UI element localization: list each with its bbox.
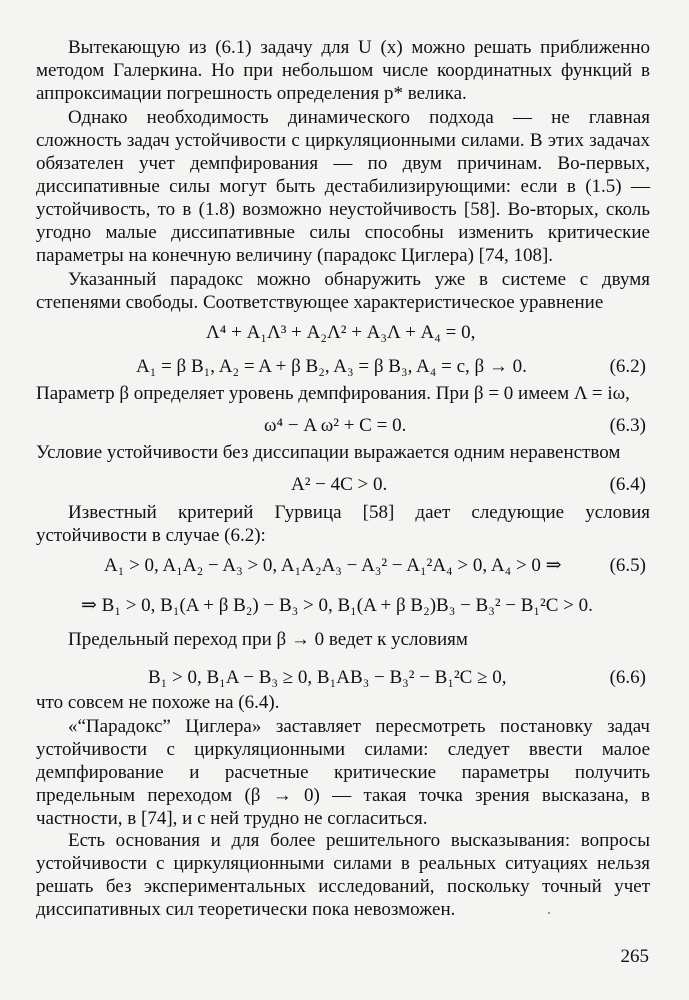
equation-6-5-continued-text: ⇒ B₁ > 0, B₁(A + β B₂) − B₃ > 0, B₁(A + β B₂)B₃ − B₃² − B₁²C > 0. <box>81 595 593 616</box>
paragraph-beta: Параметр β определяет уровень демпфирования. При β = 0 имеем Λ = iω, <box>36 383 630 404</box>
paragraph-dissipation: Однако необходимость динамического подхода — не главная сложность задач устойчивости с циркуляционными силами. В этих задачах обязателен учет демпфирования — по двум причинам. Во-первых, диссипативные силы могут быть дестабилизирующими: если в (1.5) — устойчивость, то в (1.8) возможно неустойчивость [58]. Во-вторых, сколь угодно малые диссипативные силы способны изменить критические параметры на конечную величину (парадокс Циглера) [74, 108]. <box>36 107 650 266</box>
equation-characteristic <box>36 321 650 345</box>
equation-6-6-text: B₁ > 0, B₁A − B₃ ≥ 0, B₁AB₃ − B₃² − B₁²C ≥ 0, <box>148 667 507 688</box>
equation-number-6-3: (6.3) <box>609 415 646 436</box>
equation-6-5-continued <box>36 594 650 618</box>
equation-6-2-text: A₁ = β B₁, A₂ = A + β B₂, A₃ = β B₃, A₄ = c, β → 0. <box>136 356 527 377</box>
equation-6-3 <box>36 414 650 438</box>
paragraph-hurwitz: Известный критерий Гурвица [58] дает следующие условия устойчивости в случае (6.2): <box>36 502 650 546</box>
equation-number-6-5: (6.5) <box>609 555 646 576</box>
equation-6-2 <box>36 355 650 379</box>
page-number: 265 <box>620 946 649 967</box>
equation-6-3-text: ω⁴ − A ω² + C = 0. <box>264 415 407 436</box>
equation-number-6-6: (6.6) <box>609 667 646 688</box>
paragraph-conclusion: Есть основания и для более решительного высказывания: вопросы устойчивости с циркуляционными силами в реальных ситуациях нельзя решать без экспериментальных исследований, поскольку точный учет диссипативных сил теоретически пока невозможен. <box>36 830 650 920</box>
paragraph-paradox-intro: Указанный парадокс можно обнаружить уже в системе с двумя степенями свободы. Соответствующее характеристическое уравнение <box>36 269 650 313</box>
paragraph-galerkin: Вытекающую из (6.1) задачу для U (x) можно решать приближенно методом Галеркина. Но при небольшом числе координатных функций в аппроксимации погрешность определения p* велика. <box>36 37 650 104</box>
paragraph-limit: Предельный переход при β → 0 ведет к условиям <box>68 629 468 650</box>
equation-6-4-text: A² − 4C > 0. <box>291 474 388 495</box>
equation-number-6-4: (6.4) <box>609 474 646 495</box>
equation-characteristic-text: Λ⁴ + A₁Λ³ + A₂Λ² + A₃Λ + A₄ = 0, <box>206 322 476 343</box>
scan-speck <box>548 912 550 914</box>
equation-6-5-text: A₁ > 0, A₁A₂ − A₃ > 0, A₁A₂A₃ − A₃² − A₁²A₄ > 0, A₄ > 0 ⇒ <box>104 555 562 576</box>
equation-6-4 <box>36 473 650 497</box>
equation-6-6 <box>36 666 650 690</box>
paragraph-stability-condition: Условие устойчивости без диссипации выражается одним неравенством <box>36 442 621 463</box>
paragraph-not-similar: что совсем не похоже на (6.4). <box>36 692 280 713</box>
equation-6-5 <box>36 554 650 578</box>
paragraph-ziegler: «“Парадокс” Циглера» заставляет пересмотреть постановку задач устойчивости с циркуляционными силами: следует ввести малое демпфирование и расчетные критические параметры получить предельным переходом (β → 0) — такая точка зрения высказана, в частности, в [74], и с ней трудно не согласиться. <box>36 716 650 829</box>
equation-number-6-2: (6.2) <box>609 356 646 377</box>
